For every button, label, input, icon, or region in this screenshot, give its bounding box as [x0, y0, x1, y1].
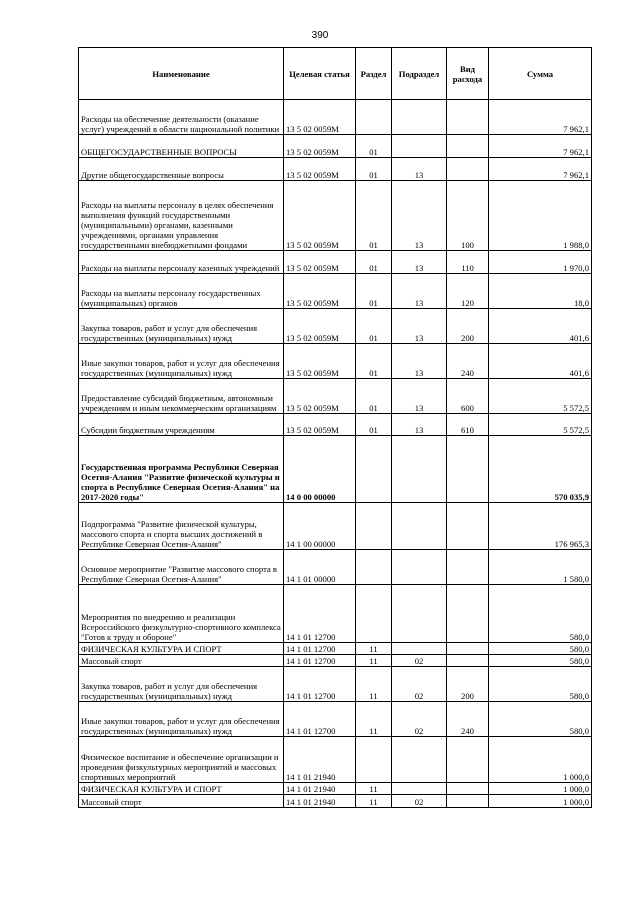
cell-sum: 580,0 — [489, 643, 592, 655]
cell-subsection: 13 — [392, 274, 447, 309]
cell-target-article: 13 5 02 0059М — [284, 379, 356, 414]
cell-sum: 5 572,5 — [489, 414, 592, 436]
cell-name: Иные закупки товаров, работ и услуг для обеспечения государственных (муниципальных) нужд — [79, 344, 284, 379]
cell-name: Расходы на выплаты персоналу казенных учреждений — [79, 251, 284, 274]
table-row — [79, 274, 592, 309]
cell-target-article: 13 5 02 0059М — [284, 100, 356, 135]
cell-name: Массовый спорт — [79, 795, 284, 808]
cell-sum: 176 965,3 — [489, 503, 592, 550]
table-row — [79, 667, 592, 702]
cell-target-article: 13 5 02 0059М — [284, 309, 356, 344]
cell-expense-type — [447, 158, 489, 181]
cell-expense-type — [447, 643, 489, 655]
cell-target-article: 14 1 01 12700 — [284, 667, 356, 702]
cell-sum: 1 970,0 — [489, 251, 592, 274]
cell-name: Другие общегосударственные вопросы — [79, 158, 284, 181]
header-sum: Сумма — [489, 48, 592, 100]
cell-target-article: 14 1 01 12700 — [284, 702, 356, 737]
cell-target-article: 14 1 01 12700 — [284, 585, 356, 643]
cell-name: Мероприятия по внедрению и реализации Всероссийского физкультурно-спортивного комплекса "Готов к труду и обороне" — [79, 585, 284, 643]
table-row — [79, 158, 592, 181]
header-expense-type: Вид расхода — [447, 48, 489, 100]
cell-subsection — [392, 783, 447, 795]
cell-section: 11 — [356, 655, 392, 667]
cell-section — [356, 737, 392, 783]
cell-subsection: 13 — [392, 309, 447, 344]
cell-name: ФИЗИЧЕСКАЯ КУЛЬТУРА И СПОРТ — [79, 643, 284, 655]
cell-sum: 401,6 — [489, 344, 592, 379]
cell-section — [356, 585, 392, 643]
cell-subsection — [392, 585, 447, 643]
cell-name: Физическое воспитание и обеспечение организации и проведения физкультурных мероприятий и массовых спортивных мероприятий — [79, 737, 284, 783]
cell-section — [356, 436, 392, 503]
cell-subsection: 02 — [392, 667, 447, 702]
cell-subsection — [392, 503, 447, 550]
cell-target-article: 13 5 02 0059М — [284, 135, 356, 158]
cell-target-article: 14 1 01 21940 — [284, 795, 356, 808]
header-target-article: Целевая статья — [284, 48, 356, 100]
cell-section — [356, 503, 392, 550]
cell-expense-type — [447, 135, 489, 158]
cell-expense-type — [447, 795, 489, 808]
cell-subsection: 02 — [392, 795, 447, 808]
cell-target-article: 13 5 02 0059М — [284, 181, 356, 251]
cell-target-article: 13 5 02 0059М — [284, 251, 356, 274]
cell-name: Государственная программа Республики Северная Осетия-Алания "Развитие физической культуры и спорта в Республике Северная Осетия-Алания" на 2017-2020 годы" — [79, 436, 284, 503]
cell-section: 01 — [356, 344, 392, 379]
cell-section: 01 — [356, 309, 392, 344]
table-row — [79, 655, 592, 667]
cell-subsection — [392, 436, 447, 503]
cell-subsection — [392, 643, 447, 655]
table-row — [79, 643, 592, 655]
cell-sum: 18,0 — [489, 274, 592, 309]
table-row — [79, 309, 592, 344]
cell-sum: 1 000,0 — [489, 783, 592, 795]
table-row — [79, 100, 592, 135]
cell-name: Закупка товаров, работ и услуг для обеспечения государственных (муниципальных) нужд — [79, 667, 284, 702]
table-row — [79, 251, 592, 274]
cell-name: Массовый спорт — [79, 655, 284, 667]
cell-target-article: 14 1 00 00000 — [284, 503, 356, 550]
cell-sum: 580,0 — [489, 585, 592, 643]
cell-subsection: 13 — [392, 181, 447, 251]
cell-target-article: 14 1 01 21940 — [284, 737, 356, 783]
cell-expense-type — [447, 550, 489, 585]
cell-subsection — [392, 737, 447, 783]
table-row — [79, 135, 592, 158]
table-row — [79, 783, 592, 795]
cell-name: Основное мероприятие "Развитие массового спорта в Республике Северная Осетия-Алания" — [79, 550, 284, 585]
cell-name: Расходы на обеспечение деятельности (оказание услуг) учреждений в области национальной политики — [79, 100, 284, 135]
cell-sum: 7 962,1 — [489, 100, 592, 135]
cell-expense-type — [447, 783, 489, 795]
cell-section: 01 — [356, 135, 392, 158]
cell-section: 01 — [356, 181, 392, 251]
table-row — [79, 503, 592, 550]
budget-table — [78, 47, 592, 808]
header-subsection: Подраздел — [392, 48, 447, 100]
cell-expense-type: 610 — [447, 414, 489, 436]
cell-sum: 580,0 — [489, 667, 592, 702]
header-name: Наименование — [79, 48, 284, 100]
cell-section: 11 — [356, 795, 392, 808]
cell-name: Подпрограмма "Развитие физической культуры, массового спорта и спорта высших достижений в Республике Северная Осетия-Алания" — [79, 503, 284, 550]
cell-subsection: 13 — [392, 251, 447, 274]
cell-expense-type: 110 — [447, 251, 489, 274]
header-section: Раздел — [356, 48, 392, 100]
cell-target-article: 13 5 02 0059М — [284, 344, 356, 379]
cell-target-article: 13 5 02 0059М — [284, 414, 356, 436]
cell-subsection: 13 — [392, 158, 447, 181]
cell-name: Субсидии бюджетным учреждениям — [79, 414, 284, 436]
cell-subsection: 02 — [392, 702, 447, 737]
cell-section: 11 — [356, 783, 392, 795]
cell-section — [356, 100, 392, 135]
cell-target-article: 14 1 01 12700 — [284, 655, 356, 667]
cell-expense-type — [447, 503, 489, 550]
cell-sum: 570 035,9 — [489, 436, 592, 503]
table-row — [79, 702, 592, 737]
cell-sum: 1 000,0 — [489, 795, 592, 808]
cell-section: 11 — [356, 643, 392, 655]
cell-section: 01 — [356, 379, 392, 414]
cell-expense-type: 100 — [447, 181, 489, 251]
cell-section: 01 — [356, 251, 392, 274]
cell-target-article: 14 0 00 00000 — [284, 436, 356, 503]
cell-expense-type: 120 — [447, 274, 489, 309]
cell-name: ОБЩЕГОСУДАРСТВЕННЫЕ ВОПРОСЫ — [79, 135, 284, 158]
cell-target-article: 13 5 02 0059М — [284, 274, 356, 309]
cell-subsection — [392, 135, 447, 158]
cell-sum: 1 000,0 — [489, 737, 592, 783]
cell-expense-type — [447, 737, 489, 783]
cell-target-article: 14 1 01 21940 — [284, 783, 356, 795]
cell-sum: 7 962,1 — [489, 158, 592, 181]
cell-expense-type: 240 — [447, 702, 489, 737]
cell-expense-type: 600 — [447, 379, 489, 414]
cell-name: ФИЗИЧЕСКАЯ КУЛЬТУРА И СПОРТ — [79, 783, 284, 795]
table-row — [79, 181, 592, 251]
cell-section — [356, 550, 392, 585]
cell-section: 11 — [356, 667, 392, 702]
cell-sum: 401,6 — [489, 309, 592, 344]
cell-target-article: 13 5 02 0059М — [284, 158, 356, 181]
table-row — [79, 379, 592, 414]
cell-expense-type: 200 — [447, 667, 489, 702]
cell-sum: 5 572,5 — [489, 379, 592, 414]
cell-name: Закупка товаров, работ и услуг для обеспечения государственных (муниципальных) нужд — [79, 309, 284, 344]
cell-sum: 1 580,0 — [489, 550, 592, 585]
cell-target-article: 14 1 01 00000 — [284, 550, 356, 585]
cell-subsection: 13 — [392, 379, 447, 414]
page-number: 390 — [311, 30, 329, 41]
table-row — [79, 414, 592, 436]
table-body — [79, 100, 592, 808]
table-row — [79, 585, 592, 643]
cell-expense-type — [447, 436, 489, 503]
table-row — [79, 436, 592, 503]
cell-subsection: 13 — [392, 414, 447, 436]
cell-expense-type — [447, 655, 489, 667]
cell-expense-type — [447, 100, 489, 135]
cell-name: Расходы на выплаты персоналу в целях обеспечения выполнения функций государственными (муниципальными) органами, казенными учреждениями, органами управления государственными внебюджетными фондами — [79, 181, 284, 251]
cell-expense-type — [447, 585, 489, 643]
table-row — [79, 737, 592, 783]
table-row — [79, 344, 592, 379]
table-header-row — [79, 48, 592, 100]
cell-sum: 580,0 — [489, 702, 592, 737]
cell-target-article: 14 1 01 12700 — [284, 643, 356, 655]
cell-subsection — [392, 100, 447, 135]
cell-section: 01 — [356, 158, 392, 181]
table-row — [79, 795, 592, 808]
cell-name: Иные закупки товаров, работ и услуг для обеспечения государственных (муниципальных) нужд — [79, 702, 284, 737]
cell-name: Расходы на выплаты персоналу государственных (муниципальных) органов — [79, 274, 284, 309]
cell-subsection — [392, 550, 447, 585]
cell-section: 11 — [356, 702, 392, 737]
cell-section: 01 — [356, 414, 392, 436]
table-row — [79, 550, 592, 585]
cell-expense-type: 240 — [447, 344, 489, 379]
cell-sum: 1 988,0 — [489, 181, 592, 251]
cell-sum: 7 962,1 — [489, 135, 592, 158]
cell-section: 01 — [356, 274, 392, 309]
cell-expense-type: 200 — [447, 309, 489, 344]
cell-subsection: 02 — [392, 655, 447, 667]
cell-name: Предоставление субсидий бюджетным, автономным учреждениям и иным некоммерческим организациям — [79, 379, 284, 414]
cell-subsection: 13 — [392, 344, 447, 379]
cell-sum: 580,0 — [489, 655, 592, 667]
